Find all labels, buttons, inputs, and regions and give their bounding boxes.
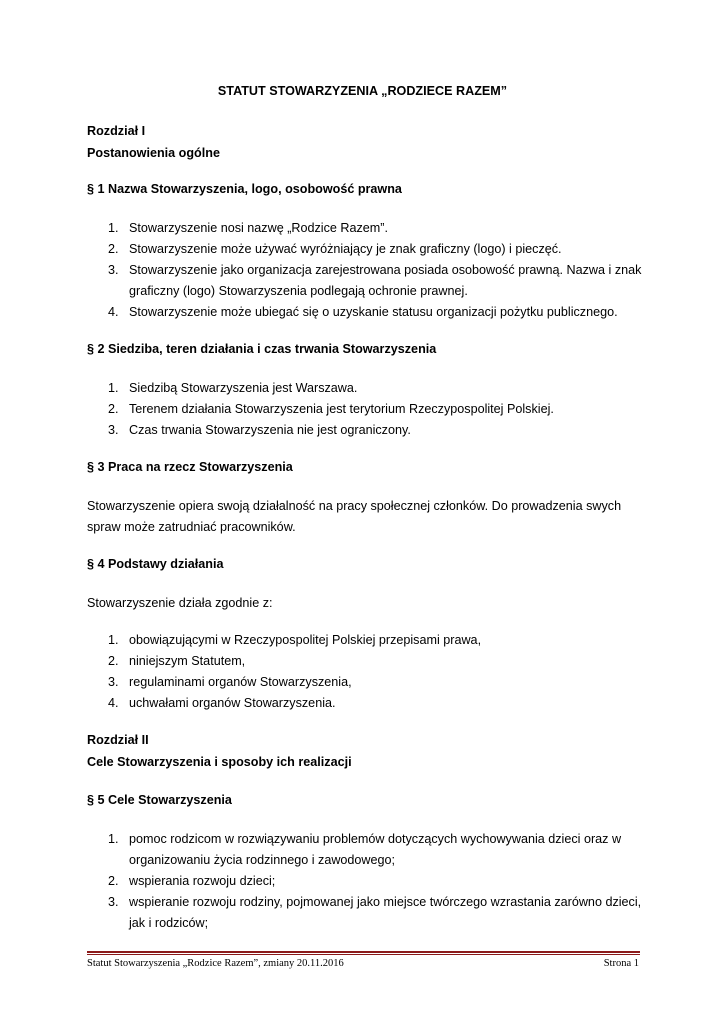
chapter-2-subtitle: Cele Stowarzyszenia i sposoby ich realizacji xyxy=(87,755,352,769)
list-text: wspieranie rozwoju rodziny, pojmowanej jako miejsce twórczego wzrastania zarówno dzieci, jak i rodziców; xyxy=(129,895,642,930)
list-text: Stowarzyszenie może używać wyróżniający je znak graficzny (logo) i pieczęć. xyxy=(129,242,562,256)
chapter-2-label: Rozdział II xyxy=(87,733,149,747)
section-3-heading: § 3 Praca na rzecz Stowarzyszenia xyxy=(87,460,293,474)
list-number: 2. xyxy=(108,654,119,668)
list-number: 3. xyxy=(108,423,119,437)
list-text: Siedzibą Stowarzyszenia jest Warszawa. xyxy=(129,381,358,395)
list-text: Stowarzyszenie nosi nazwę „Rodzice Razem”. xyxy=(129,221,388,235)
list-number: 4. xyxy=(108,305,119,319)
section-4-heading: § 4 Podstawy działania xyxy=(87,557,224,571)
list-number: 1. xyxy=(108,633,119,647)
paragraph-line: spraw może zatrudniać pracowników. xyxy=(87,520,296,534)
list-number: 1. xyxy=(108,381,119,395)
list-text: niniejszym Statutem, xyxy=(129,654,246,668)
chapter-1-subtitle: Postanowienia ogólne xyxy=(87,146,220,160)
list-text: obowiązującymi w Rzeczypospolitej Polskiej przepisami prawa, xyxy=(129,633,482,647)
list-number: 1. xyxy=(108,832,119,846)
list-number: 1. xyxy=(108,221,119,235)
chapter-1-label: Rozdział I xyxy=(87,124,146,138)
list-text: pomoc rodzicom w rozwiązywaniu problemów dotyczących wychowywania dzieci oraz w organizowaniu życia rodzinnego i zawodowego; xyxy=(129,832,622,867)
footer-document-name: Statut Stowarzyszenia „Rodzice Razem”, zmiany 20.11.2016 xyxy=(87,958,344,969)
list-text: regulaminami organów Stowarzyszenia, xyxy=(129,675,352,689)
list-number: 3. xyxy=(108,895,119,909)
list-number: 3. xyxy=(108,675,119,689)
section-5-heading: § 5 Cele Stowarzyszenia xyxy=(87,793,232,807)
list-number: 2. xyxy=(108,242,119,256)
list-number: 3. xyxy=(108,263,119,277)
list-number: 4. xyxy=(108,696,119,710)
list-text: Czas trwania Stowarzyszenia nie jest ograniczony. xyxy=(129,423,411,437)
list-number: 2. xyxy=(108,874,119,888)
footer-page-number: Strona 1 xyxy=(603,958,639,969)
section-4-intro: Stowarzyszenie działa zgodnie z: xyxy=(87,596,273,610)
list-text: Terenem działania Stowarzyszenia jest terytorium Rzeczypospolitej Polskiej. xyxy=(129,402,554,416)
footer-rule-thin xyxy=(87,954,640,955)
footer-rule xyxy=(87,951,640,953)
section-1-heading: § 1 Nazwa Stowarzyszenia, logo, osobowość prawna xyxy=(87,182,402,196)
list-text: Stowarzyszenie może ubiegać się o uzyskanie statusu organizacji pożytku publicznego. xyxy=(129,305,618,319)
paragraph-line: Stowarzyszenie opiera swoją działalność na pracy społecznej członków. Do prowadzenia swych xyxy=(87,499,622,513)
section-2-heading: § 2 Siedziba, teren działania i czas trwania Stowarzyszenia xyxy=(87,342,437,356)
list-number: 2. xyxy=(108,402,119,416)
list-text: Stowarzyszenie jako organizacja zarejestrowana posiada osobowość prawną. Nazwa i znak graficzny (logo) Stowarzyszenia podlegają ochronie prawnej. xyxy=(129,263,642,298)
list-text: uchwałami organów Stowarzyszenia. xyxy=(129,696,336,710)
list-text: wspierania rozwoju dzieci; xyxy=(129,874,276,888)
document-title: STATUT STOWARZYZENIA „RODZIECE RAZEM” xyxy=(217,84,508,98)
